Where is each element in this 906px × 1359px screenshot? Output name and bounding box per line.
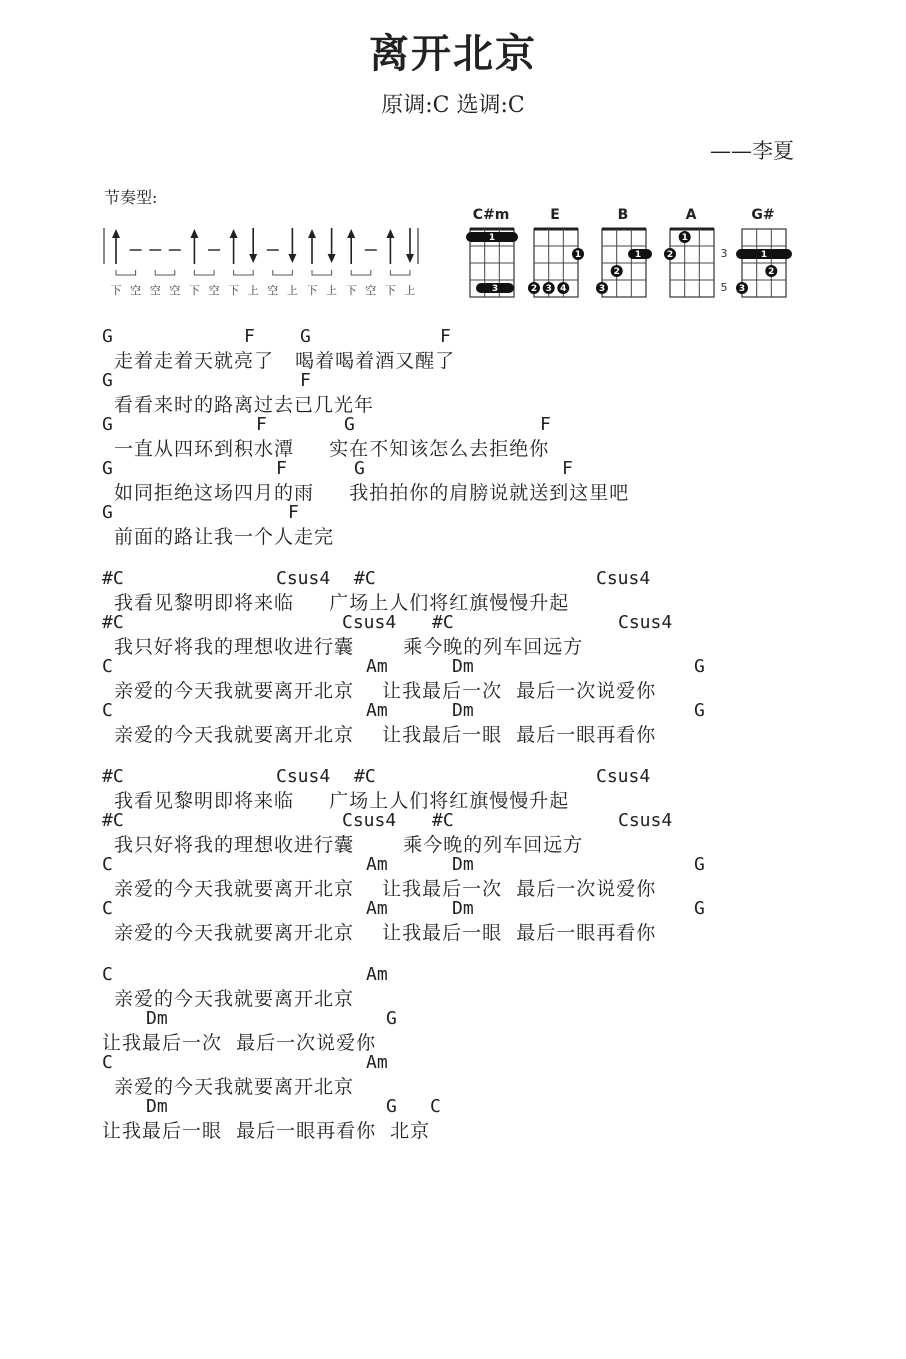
chord-symbol: Am <box>366 898 388 919</box>
strum-label: 下 <box>188 284 200 297</box>
svg-text:3: 3 <box>545 284 552 294</box>
chord-line <box>0 1052 906 1074</box>
lyric-line: 亲爱的今天我就要离开北京 让我最后一次 最后一次说爱你 <box>114 680 657 702</box>
lyric-line: 亲爱的今天我就要离开北京 <box>114 1076 355 1098</box>
chord-symbol: F <box>440 326 451 347</box>
chord-name: G# <box>751 207 775 223</box>
artist-credit: ——李夏 <box>710 139 794 163</box>
strum-label: 空 <box>208 284 220 297</box>
chord-symbol: G <box>344 414 355 435</box>
chord-symbol: C <box>102 1052 113 1073</box>
lyric-line: 亲爱的今天我就要离开北京 让我最后一次 最后一次说爱你 <box>114 878 657 900</box>
chord-line <box>0 612 906 634</box>
strum-label: 空 <box>365 284 377 297</box>
lyric-line: 我只好将我的理想收进行囊 乘今晚的列车回远方 <box>114 834 584 856</box>
lyric-line: 亲爱的今天我就要离开北京 让我最后一眼 最后一眼再看你 <box>114 922 657 944</box>
svg-text:3: 3 <box>720 247 728 260</box>
svg-text:1: 1 <box>574 250 582 260</box>
svg-text:1: 1 <box>634 250 642 260</box>
key-line: 原调:C 选调:C <box>381 93 525 118</box>
chord-symbol: G <box>354 458 365 479</box>
chord-symbol: #C <box>102 612 124 633</box>
chord-symbol: F <box>276 458 287 479</box>
chord-symbol: Dm <box>146 1008 168 1029</box>
strum-label: 下 <box>345 284 357 297</box>
chord-symbol: Dm <box>452 700 474 721</box>
svg-text:2: 2 <box>613 267 620 277</box>
strum-label: 空 <box>169 284 181 297</box>
strum-label: 下 <box>110 284 122 297</box>
chord-symbol: C <box>102 700 113 721</box>
lyric-line: 看看来时的路离过去已几光年 <box>114 394 375 416</box>
chord-symbol: F <box>300 370 311 391</box>
lyric-line: 让我最后一次 最后一次说爱你 <box>102 1032 377 1054</box>
chord-symbol: C <box>102 898 113 919</box>
strum-label: 下 <box>384 284 396 297</box>
svg-text:4: 4 <box>560 284 567 294</box>
chord-symbol: #C <box>354 766 376 787</box>
chord-symbol: Csus4 <box>276 568 331 589</box>
strum-label: 上 <box>326 284 338 297</box>
chord-symbol: #C <box>102 568 124 589</box>
lyric-line: 前面的路让我一个人走完 <box>114 526 335 548</box>
chord-symbol: G <box>300 326 311 347</box>
chord-symbol: C <box>102 656 113 677</box>
chord-symbol: Csus4 <box>618 810 673 831</box>
chord-line <box>0 656 906 678</box>
chord-line <box>0 1096 906 1118</box>
chord-line <box>0 964 906 986</box>
chord-symbol: #C <box>432 810 454 831</box>
chord-line <box>0 502 906 524</box>
chord-line <box>0 414 906 436</box>
chord-line <box>0 854 906 876</box>
chord-symbol: G <box>386 1008 397 1029</box>
chord-symbol: G <box>102 326 113 347</box>
chord-line <box>0 370 906 392</box>
chord-symbol: G <box>694 656 705 677</box>
chord-symbol: G <box>102 414 113 435</box>
chord-line <box>0 458 906 480</box>
chord-symbol: Csus4 <box>596 766 651 787</box>
chord-name: A <box>685 207 697 223</box>
chord-symbol: Dm <box>146 1096 168 1117</box>
chord-symbol: Am <box>366 1052 388 1073</box>
lyric-line: 如同拒绝这场四月的雨 我拍拍你的肩膀说就送到这里吧 <box>114 482 630 504</box>
chord-symbol: Csus4 <box>342 810 397 831</box>
chord-name: E <box>550 207 560 223</box>
chord-symbol: G <box>694 898 705 919</box>
strum-label: 上 <box>404 284 416 297</box>
chord-symbol: G <box>102 502 113 523</box>
svg-text:2: 2 <box>530 284 538 294</box>
chord-symbol: #C <box>102 810 124 831</box>
chord-symbol: Csus4 <box>596 568 651 589</box>
chord-symbol: Am <box>366 964 388 985</box>
lyric-line: 亲爱的今天我就要离开北京 <box>114 988 355 1010</box>
chord-symbol: F <box>288 502 299 523</box>
lyric-line: 走着走着天就亮了 喝着喝着酒又醒了 <box>114 350 456 372</box>
chord-symbol: F <box>244 326 255 347</box>
strum-label: 空 <box>267 284 279 297</box>
svg-text:2: 2 <box>768 267 775 277</box>
chord-name: C#m <box>472 207 510 223</box>
svg-text:1: 1 <box>488 233 496 243</box>
chord-symbol: Dm <box>452 656 474 677</box>
svg-text:2: 2 <box>666 250 674 260</box>
svg-text:3: 3 <box>491 284 499 294</box>
chord-line <box>0 568 906 590</box>
strum-label: 空 <box>149 284 161 297</box>
svg-text:1: 1 <box>681 233 688 243</box>
chord-symbol: Csus4 <box>342 612 397 633</box>
chord-symbol: Am <box>366 854 388 875</box>
strum-label: 空 <box>130 284 142 297</box>
lyric-line: 我看见黎明即将来临 广场上人们将红旗慢慢升起 <box>114 790 570 812</box>
chord-line <box>0 1008 906 1030</box>
rhythm-label: 节奏型: <box>104 188 158 207</box>
lyric-line: 我看见黎明即将来临 广场上人们将红旗慢慢升起 <box>114 592 570 614</box>
chord-symbol: G <box>694 700 705 721</box>
chord-symbol: G <box>102 370 113 391</box>
chord-line <box>0 766 906 788</box>
chord-line <box>0 326 906 348</box>
lyric-line: 亲爱的今天我就要离开北京 让我最后一眼 最后一眼再看你 <box>114 724 657 746</box>
chord-symbol: F <box>562 458 573 479</box>
strum-label: 上 <box>247 284 259 297</box>
strum-label: 下 <box>228 284 240 297</box>
lyric-line: 一直从四环到积水潭 实在不知该怎么去拒绝你 <box>114 438 550 460</box>
svg-text:1: 1 <box>760 250 768 260</box>
svg-text:3: 3 <box>598 284 606 294</box>
chord-symbol: Am <box>366 700 388 721</box>
chord-symbol: Csus4 <box>276 766 331 787</box>
chord-symbol: G <box>386 1096 397 1117</box>
chord-symbol: G <box>102 458 113 479</box>
chord-symbol: Am <box>366 656 388 677</box>
chord-name: B <box>617 207 629 223</box>
chord-symbol: C <box>430 1096 441 1117</box>
chord-symbol: F <box>256 414 267 435</box>
chord-line <box>0 810 906 832</box>
chord-symbol: F <box>540 414 551 435</box>
lyric-line: 我只好将我的理想收进行囊 乘今晚的列车回远方 <box>114 636 584 658</box>
chord-symbol: #C <box>354 568 376 589</box>
strum-label: 上 <box>286 284 298 297</box>
chord-symbol: #C <box>102 766 124 787</box>
svg-text:5: 5 <box>720 281 728 294</box>
chord-symbol: Dm <box>452 854 474 875</box>
chord-symbol: Dm <box>452 898 474 919</box>
chord-line <box>0 700 906 722</box>
svg-text:3: 3 <box>738 284 746 294</box>
chord-symbol: #C <box>432 612 454 633</box>
chord-line <box>0 898 906 920</box>
lyric-line: 让我最后一眼 最后一眼再看你 北京 <box>102 1120 431 1142</box>
chord-symbol: Csus4 <box>618 612 673 633</box>
chord-symbol: C <box>102 964 113 985</box>
chord-symbol: G <box>694 854 705 875</box>
chord-symbol: C <box>102 854 113 875</box>
song-title: 离开北京 <box>369 31 537 77</box>
strum-label: 下 <box>306 284 318 297</box>
